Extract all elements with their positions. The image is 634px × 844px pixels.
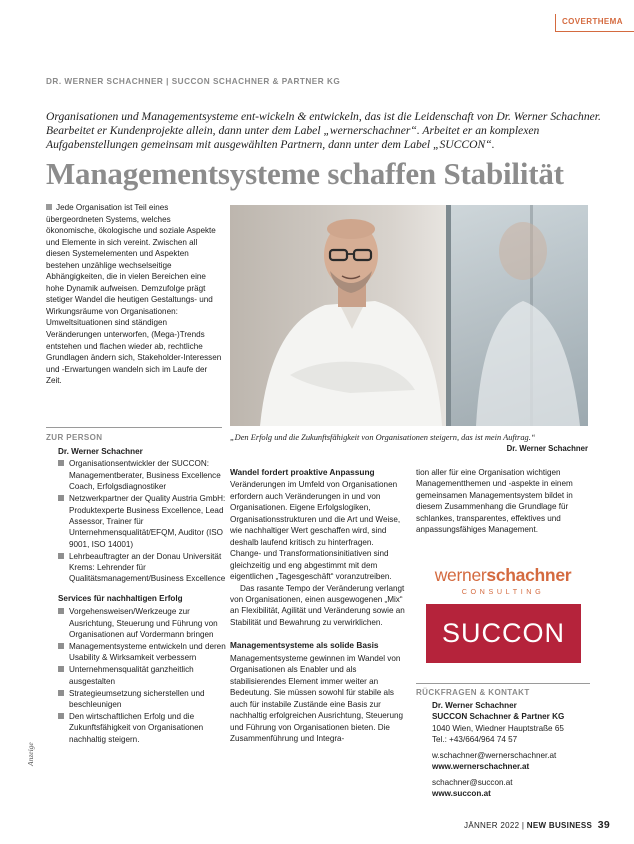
page-number: 39: [597, 819, 610, 831]
ad-label: Anzeige: [26, 742, 35, 766]
body-paragraph-continued: tion aller für eine Organisation wichtigen Managementthemen und -aspekte in einem gemeinsamen Managementsystem bildet in diesem Zusammenhang die Grundlage für schlankes, transparentes, effektives und anpassungsfähiges Management.: [416, 468, 573, 535]
footer-brand: NEW BUSINESS: [526, 821, 593, 830]
list-item: Unternehmensqualität ganzheitlich ausgestalten: [58, 664, 228, 687]
body-paragraph: Managementsysteme gewinnen im Wandel von Organisationen als Enabler und als stabilisierendes Element immer weiter an Bedeutung. Sie müssen sowohl für stabile als auch für instabile Zustände eine Basis zur nachhaltig erfolgreichen Ausrichtung, Steuerung und Führung von Organisationen bieten. Die Zusammenführung und Integra-: [230, 653, 403, 743]
divider: [46, 427, 222, 428]
list-item: Strategieumsetzung sicherstellen und beschleunigen: [58, 688, 228, 711]
body-paragraph: Veränderungen im Umfeld von Organisationen erfordern auch Veränderungen in und von Organisationen. Eigene Erfolgslogiken, Organisationsstrukturen und die Art und Weise, wie nachhaltiger Wert geschaffen wird, sind deshalb laufend kritisch zu hinterfragen. Change- und Transformationsinitiativen sind gleichzeitig und eng abgestimmt mit dem eigentlichen „Tagesgeschäft“ voranzutreiben.: [230, 480, 401, 582]
services-heading: Services für nachhaltigen Erfolg: [58, 593, 183, 603]
succon-logo: [426, 604, 581, 663]
contact-website[interactable]: www.wernerschachner.at: [432, 762, 530, 772]
person-heading: ZUR PERSON: [46, 433, 103, 442]
list-item: Den wirtschaftlichen Erfolg und die Zukunftsfähigkeit von Organisationen nachhaltig steigern.: [58, 711, 228, 745]
contact-box: [432, 700, 592, 800]
list-item: Netzwerkpartner der Quality Austria GmbH: Produktexperte Business Excellence, Lead Assessor, Trainer für Unternehmensqualität/EFQM, Auditor (ISO 9001, ISO 14001): [58, 493, 228, 550]
succon-logo-text: SUCCON: [441, 618, 565, 648]
contact-company: SUCCON Schachner & Partner KG: [432, 712, 565, 722]
lead-paragraph: [46, 202, 222, 387]
contact-website[interactable]: www.succon.at: [432, 789, 491, 799]
logo-text-bold: schachner: [486, 565, 572, 585]
section-heading: Wandel fordert proaktive Anpassung: [230, 467, 375, 477]
list-item: Organisationsentwickler der SUCCON: Managementberater, Business Excellence Coach, Erfolgsdiagnostiker: [58, 458, 228, 492]
kicker: DR. WERNER SCHACHNER | SUCCON SCHACHNER & PARTNER KG: [46, 77, 341, 86]
section-tag: [555, 14, 634, 32]
contact-phone: Tel.: +43/664/964 74 57: [432, 735, 518, 745]
body-column-middle: [230, 467, 405, 744]
section-heading: Managementsysteme als solide Basis: [230, 640, 379, 651]
lead-text: Jede Organisation ist Teil eines übergeordneten Systems, welches ökonomische, ökologische und soziale Aspekte und Elemente in sich vereint. Zwischen all diesen Systemelementen und Aspekten bestehen unzählige wechselseitige Abhängigkeiten, die in vielen Bereichen eine hohe Dynamik aufweisen. Demzufolge prägt stetiger Wandel die heutigen Gestaltungs- und Wirkungsräume von Organisationen: Umweltsituationen sind ständigen Veränderungen unterworfen, (Mega-)Trends entstehen und flachen wieder ab, rechtliche Grundlagen ändern sich, Stakeholder-Interessen und -Erwartungen wandeln sich im Laufe der Zeit.: [46, 203, 222, 386]
divider: [416, 683, 590, 684]
footer-issue: JÄNNER 2022 |: [464, 821, 525, 830]
intro-paragraph: Organisationen und Managementsysteme ent-wickeln & entwickeln, das ist die Leidenschaft von Dr. Werner Schachner. Bearbeitet er Kundenprojekte allein, dann unter dem Label „wernerschachner“. Arbeitet er an komplexen Aufgabenstellungen gemeinsam mit ausgewählten Partnern, dann unter dem Label „SUCCON“.: [46, 110, 601, 151]
square-bullet-icon: [46, 204, 52, 210]
page-footer: [464, 819, 610, 831]
person-box: [58, 446, 228, 746]
contact-address: 1040 Wien, Wiedner Hauptstraße 65: [432, 723, 564, 733]
contact-name: Dr. Werner Schachner: [432, 701, 517, 710]
caption-quote: „Den Erfolg und die Zukunftsfähigkeit von Organisationen steigern, das ist mein Auftrag.“: [230, 433, 536, 442]
portrait-photo: [230, 205, 588, 426]
contact-email[interactable]: w.schachner@wernerschachner.at: [432, 750, 557, 760]
headline: Managementsysteme schaffen Stabilität: [46, 156, 564, 191]
list-item: Lehrbeauftragter an der Donau Universität Krems: Lehrender für Qualitätsmanagement/Business Excellence: [58, 551, 228, 585]
contact-email[interactable]: schachner@succon.at: [432, 777, 513, 787]
list-item: Vorgehensweisen/Werkzeuge zur Ausrichtung, Steuerung und Führung von Organisationen auf Vordermann bringen: [58, 606, 228, 640]
photo-caption: [230, 432, 588, 454]
person-name: Dr. Werner Schachner: [58, 447, 143, 456]
services-list: [58, 606, 228, 745]
logo-text-light: werner: [434, 565, 487, 585]
body-paragraph: Das rasante Tempo der Veränderung verlangt von Organisationen, einen ausgewogenen „Mix“ an Flexibilität, Agilität und Veränderung sowie an Stabilität und Bewahrung zu verwirklichen.: [230, 583, 405, 627]
body-column-right: [416, 467, 590, 536]
wernerschachner-logo: [416, 565, 590, 601]
contact-heading: RÜCKFRAGEN & KONTAKT: [416, 688, 530, 697]
person-list: [58, 458, 228, 584]
caption-credit: Dr. Werner Schachner: [506, 444, 588, 453]
section-tag-label: COVERTHEMA: [562, 17, 623, 26]
list-item: Managementsysteme entwickeln und deren Usability & Wirksamkeit verbessern: [58, 641, 228, 664]
logo-subtitle: CONSULTING: [461, 587, 545, 596]
